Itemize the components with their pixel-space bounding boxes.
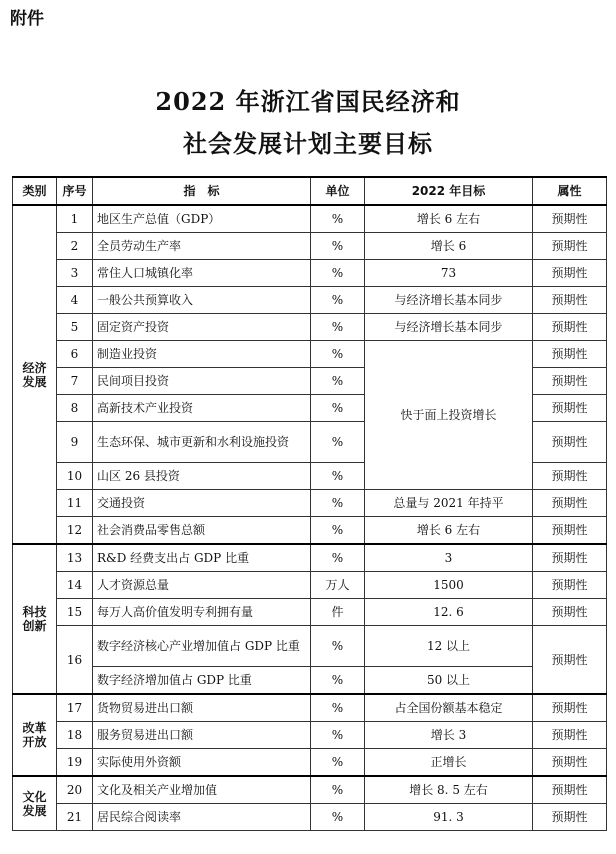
table-header-row xyxy=(13,177,607,205)
page-title-line-1: 2022 年浙江省国民经济和 xyxy=(155,87,461,116)
row-num: 15 xyxy=(57,599,93,626)
header-target: 2022 年目标 xyxy=(365,177,533,205)
row-num: 19 xyxy=(57,749,93,777)
row-indicator: 数字经济增加值占 GDP 比重 xyxy=(93,667,311,695)
row-attribute: 预期性 xyxy=(533,749,607,777)
row-indicator: 地区生产总值（GDP） xyxy=(93,205,311,233)
table-row xyxy=(13,804,607,831)
row-unit: % xyxy=(311,776,365,804)
row-indicator: 文化及相关产业增加值 xyxy=(93,776,311,804)
row-indicator: 一般公共预算收入 xyxy=(93,287,311,314)
row-attribute: 预期性 xyxy=(533,804,607,831)
table-row xyxy=(13,287,607,314)
row-num: 9 xyxy=(57,422,93,463)
row-indicator: 货物贸易进出口额 xyxy=(93,694,311,722)
row-target: 增长 6 xyxy=(365,233,533,260)
row-attribute: 预期性 xyxy=(533,722,607,749)
row-unit: % xyxy=(311,694,365,722)
row-target: 12. 6 xyxy=(365,599,533,626)
row-attribute: 预期性 xyxy=(533,599,607,626)
row-attribute: 预期性 xyxy=(533,205,607,233)
row-num: 3 xyxy=(57,260,93,287)
table-row xyxy=(13,341,607,368)
row-num: 17 xyxy=(57,694,93,722)
row-unit: % xyxy=(311,368,365,395)
table-row xyxy=(13,776,607,804)
row-target: 增长 8. 5 左右 xyxy=(365,776,533,804)
row-indicator: R&D 经费支出占 GDP 比重 xyxy=(93,544,311,572)
row-indicator: 固定资产投资 xyxy=(93,314,311,341)
row-target: 91. 3 xyxy=(365,804,533,831)
row-attribute: 预期性 xyxy=(533,422,607,463)
table-row xyxy=(13,667,607,695)
row-target: 1500 xyxy=(365,572,533,599)
table-row xyxy=(13,749,607,777)
row-attribute: 预期性 xyxy=(533,287,607,314)
row-unit: % xyxy=(311,205,365,233)
table-row xyxy=(13,626,607,667)
row-num: 1 xyxy=(57,205,93,233)
table-row xyxy=(13,205,607,233)
header-unit: 单位 xyxy=(311,177,365,205)
row-indicator: 社会消费品零售总额 xyxy=(93,517,311,545)
table-row xyxy=(13,572,607,599)
row-target: 50 以上 xyxy=(365,667,533,695)
row-unit: % xyxy=(311,341,365,368)
row-attribute: 预期性 xyxy=(533,572,607,599)
row-unit: % xyxy=(311,667,365,695)
row-indicator: 山区 26 县投资 xyxy=(93,463,311,490)
row-unit: % xyxy=(311,287,365,314)
category-reform: 改革 开放 xyxy=(13,694,57,776)
row-indicator: 人才资源总量 xyxy=(93,572,311,599)
row-target: 与经济增长基本同步 xyxy=(365,287,533,314)
attachment-label: 附件 xyxy=(10,9,44,29)
row-num: 6 xyxy=(57,341,93,368)
row-unit: % xyxy=(311,626,365,667)
header-seq: 序号 xyxy=(57,177,93,205)
row-target: 与经济增长基本同步 xyxy=(365,314,533,341)
row-attribute: 预期性 xyxy=(533,694,607,722)
table-row xyxy=(13,490,607,517)
row-num: 16 xyxy=(57,626,93,695)
header-category: 类别 xyxy=(13,177,57,205)
row-unit: % xyxy=(311,749,365,777)
row-indicator: 每万人高价值发明专利拥有量 xyxy=(93,599,311,626)
category-tech: 科技 创新 xyxy=(13,544,57,694)
row-attribute: 预期性 xyxy=(533,544,607,572)
row-attribute: 预期性 xyxy=(533,463,607,490)
row-unit: % xyxy=(311,233,365,260)
row-target-merged: 快于面上投资增长 xyxy=(365,341,533,490)
row-unit: % xyxy=(311,463,365,490)
category-economy: 经济 发展 xyxy=(13,205,57,544)
table-row xyxy=(13,260,607,287)
row-attribute: 预期性 xyxy=(533,626,607,695)
row-indicator: 交通投资 xyxy=(93,490,311,517)
row-target: 12 以上 xyxy=(365,626,533,667)
row-num: 10 xyxy=(57,463,93,490)
row-attribute: 预期性 xyxy=(533,341,607,368)
row-attribute: 预期性 xyxy=(533,233,607,260)
targets-table xyxy=(12,176,607,831)
row-unit: % xyxy=(311,314,365,341)
row-unit: % xyxy=(311,544,365,572)
row-indicator: 常住人口城镇化率 xyxy=(93,260,311,287)
row-indicator: 居民综合阅读率 xyxy=(93,804,311,831)
row-target: 总量与 2021 年持平 xyxy=(365,490,533,517)
row-num: 18 xyxy=(57,722,93,749)
row-unit: % xyxy=(311,395,365,422)
row-unit: % xyxy=(311,490,365,517)
row-indicator: 制造业投资 xyxy=(93,341,311,368)
row-target: 3 xyxy=(365,544,533,572)
row-unit: % xyxy=(311,260,365,287)
row-unit: 万人 xyxy=(311,572,365,599)
row-unit: % xyxy=(311,422,365,463)
header-attribute: 属性 xyxy=(533,177,607,205)
table-row xyxy=(13,544,607,572)
table-row xyxy=(13,694,607,722)
row-indicator: 民间项目投资 xyxy=(93,368,311,395)
row-target: 73 xyxy=(365,260,533,287)
table-row xyxy=(13,314,607,341)
row-num: 4 xyxy=(57,287,93,314)
row-attribute: 预期性 xyxy=(533,395,607,422)
row-num: 2 xyxy=(57,233,93,260)
row-target: 增长 6 左右 xyxy=(365,517,533,545)
row-num: 21 xyxy=(57,804,93,831)
table-row xyxy=(13,517,607,545)
row-attribute: 预期性 xyxy=(533,314,607,341)
row-num: 7 xyxy=(57,368,93,395)
row-target: 增长 3 xyxy=(365,722,533,749)
row-num: 14 xyxy=(57,572,93,599)
row-unit: % xyxy=(311,804,365,831)
table-row xyxy=(13,233,607,260)
row-num: 11 xyxy=(57,490,93,517)
row-num: 12 xyxy=(57,517,93,545)
row-indicator: 生态环保、城市更新和水利设施投资 xyxy=(93,422,311,463)
row-unit: % xyxy=(311,517,365,545)
row-num: 8 xyxy=(57,395,93,422)
page-title-line-2: 社会发展计划主要目标 xyxy=(183,129,433,158)
row-unit: % xyxy=(311,722,365,749)
row-num: 5 xyxy=(57,314,93,341)
header-indicator: 指 标 xyxy=(93,177,311,205)
row-attribute: 预期性 xyxy=(533,490,607,517)
row-indicator: 实际使用外资额 xyxy=(93,749,311,777)
row-indicator: 高新技术产业投资 xyxy=(93,395,311,422)
table-row xyxy=(13,722,607,749)
row-target: 正增长 xyxy=(365,749,533,777)
row-indicator: 服务贸易进出口额 xyxy=(93,722,311,749)
table-row xyxy=(13,599,607,626)
category-culture: 文化 发展 xyxy=(13,776,57,831)
row-attribute: 预期性 xyxy=(533,368,607,395)
row-attribute: 预期性 xyxy=(533,260,607,287)
row-num: 20 xyxy=(57,776,93,804)
row-target: 占全国份额基本稳定 xyxy=(365,694,533,722)
row-num: 13 xyxy=(57,544,93,572)
row-target: 增长 6 左右 xyxy=(365,205,533,233)
row-attribute: 预期性 xyxy=(533,517,607,545)
row-attribute: 预期性 xyxy=(533,776,607,804)
row-indicator: 数字经济核心产业增加值占 GDP 比重 xyxy=(93,626,311,667)
row-unit: 件 xyxy=(311,599,365,626)
row-indicator: 全员劳动生产率 xyxy=(93,233,311,260)
